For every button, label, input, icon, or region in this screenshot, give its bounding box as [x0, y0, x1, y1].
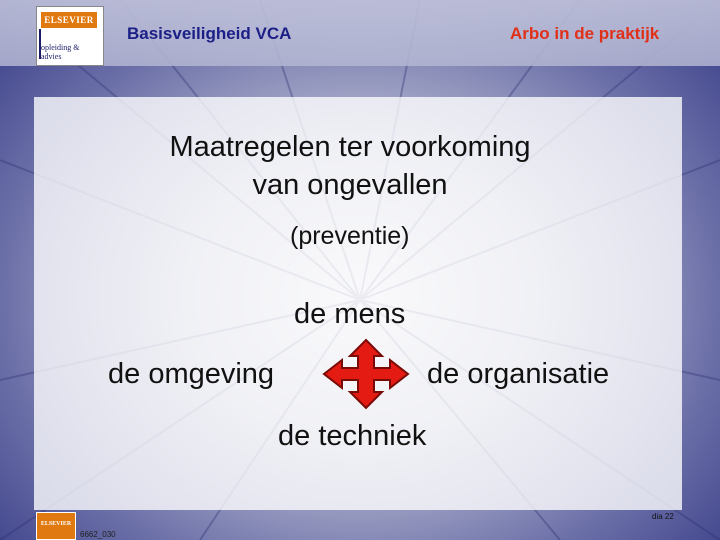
factor-right: de organisatie: [427, 358, 610, 390]
slide-code: 6662_030: [80, 530, 116, 539]
four-way-arrow-icon: [320, 338, 412, 410]
factor-left: de omgeving: [108, 358, 275, 390]
slide-number: dia 22: [652, 512, 674, 521]
logo-tagline: opleiding & advies: [41, 43, 80, 61]
factor-bottom: de techniek: [278, 420, 427, 452]
course-title: Basisveiligheid VCA: [127, 24, 292, 43]
slide-subtitle: (preventie): [290, 222, 410, 250]
series-title: Arbo in de praktijk: [510, 24, 660, 43]
elsevier-logo: [36, 6, 104, 66]
footer-logo: ELSEVIER: [36, 512, 76, 540]
slide-title: Maatregelen ter voorkoming van ongevallen: [169, 131, 531, 201]
logo-brand: ELSEVIER: [41, 12, 97, 28]
factor-top: de mens: [294, 298, 406, 330]
